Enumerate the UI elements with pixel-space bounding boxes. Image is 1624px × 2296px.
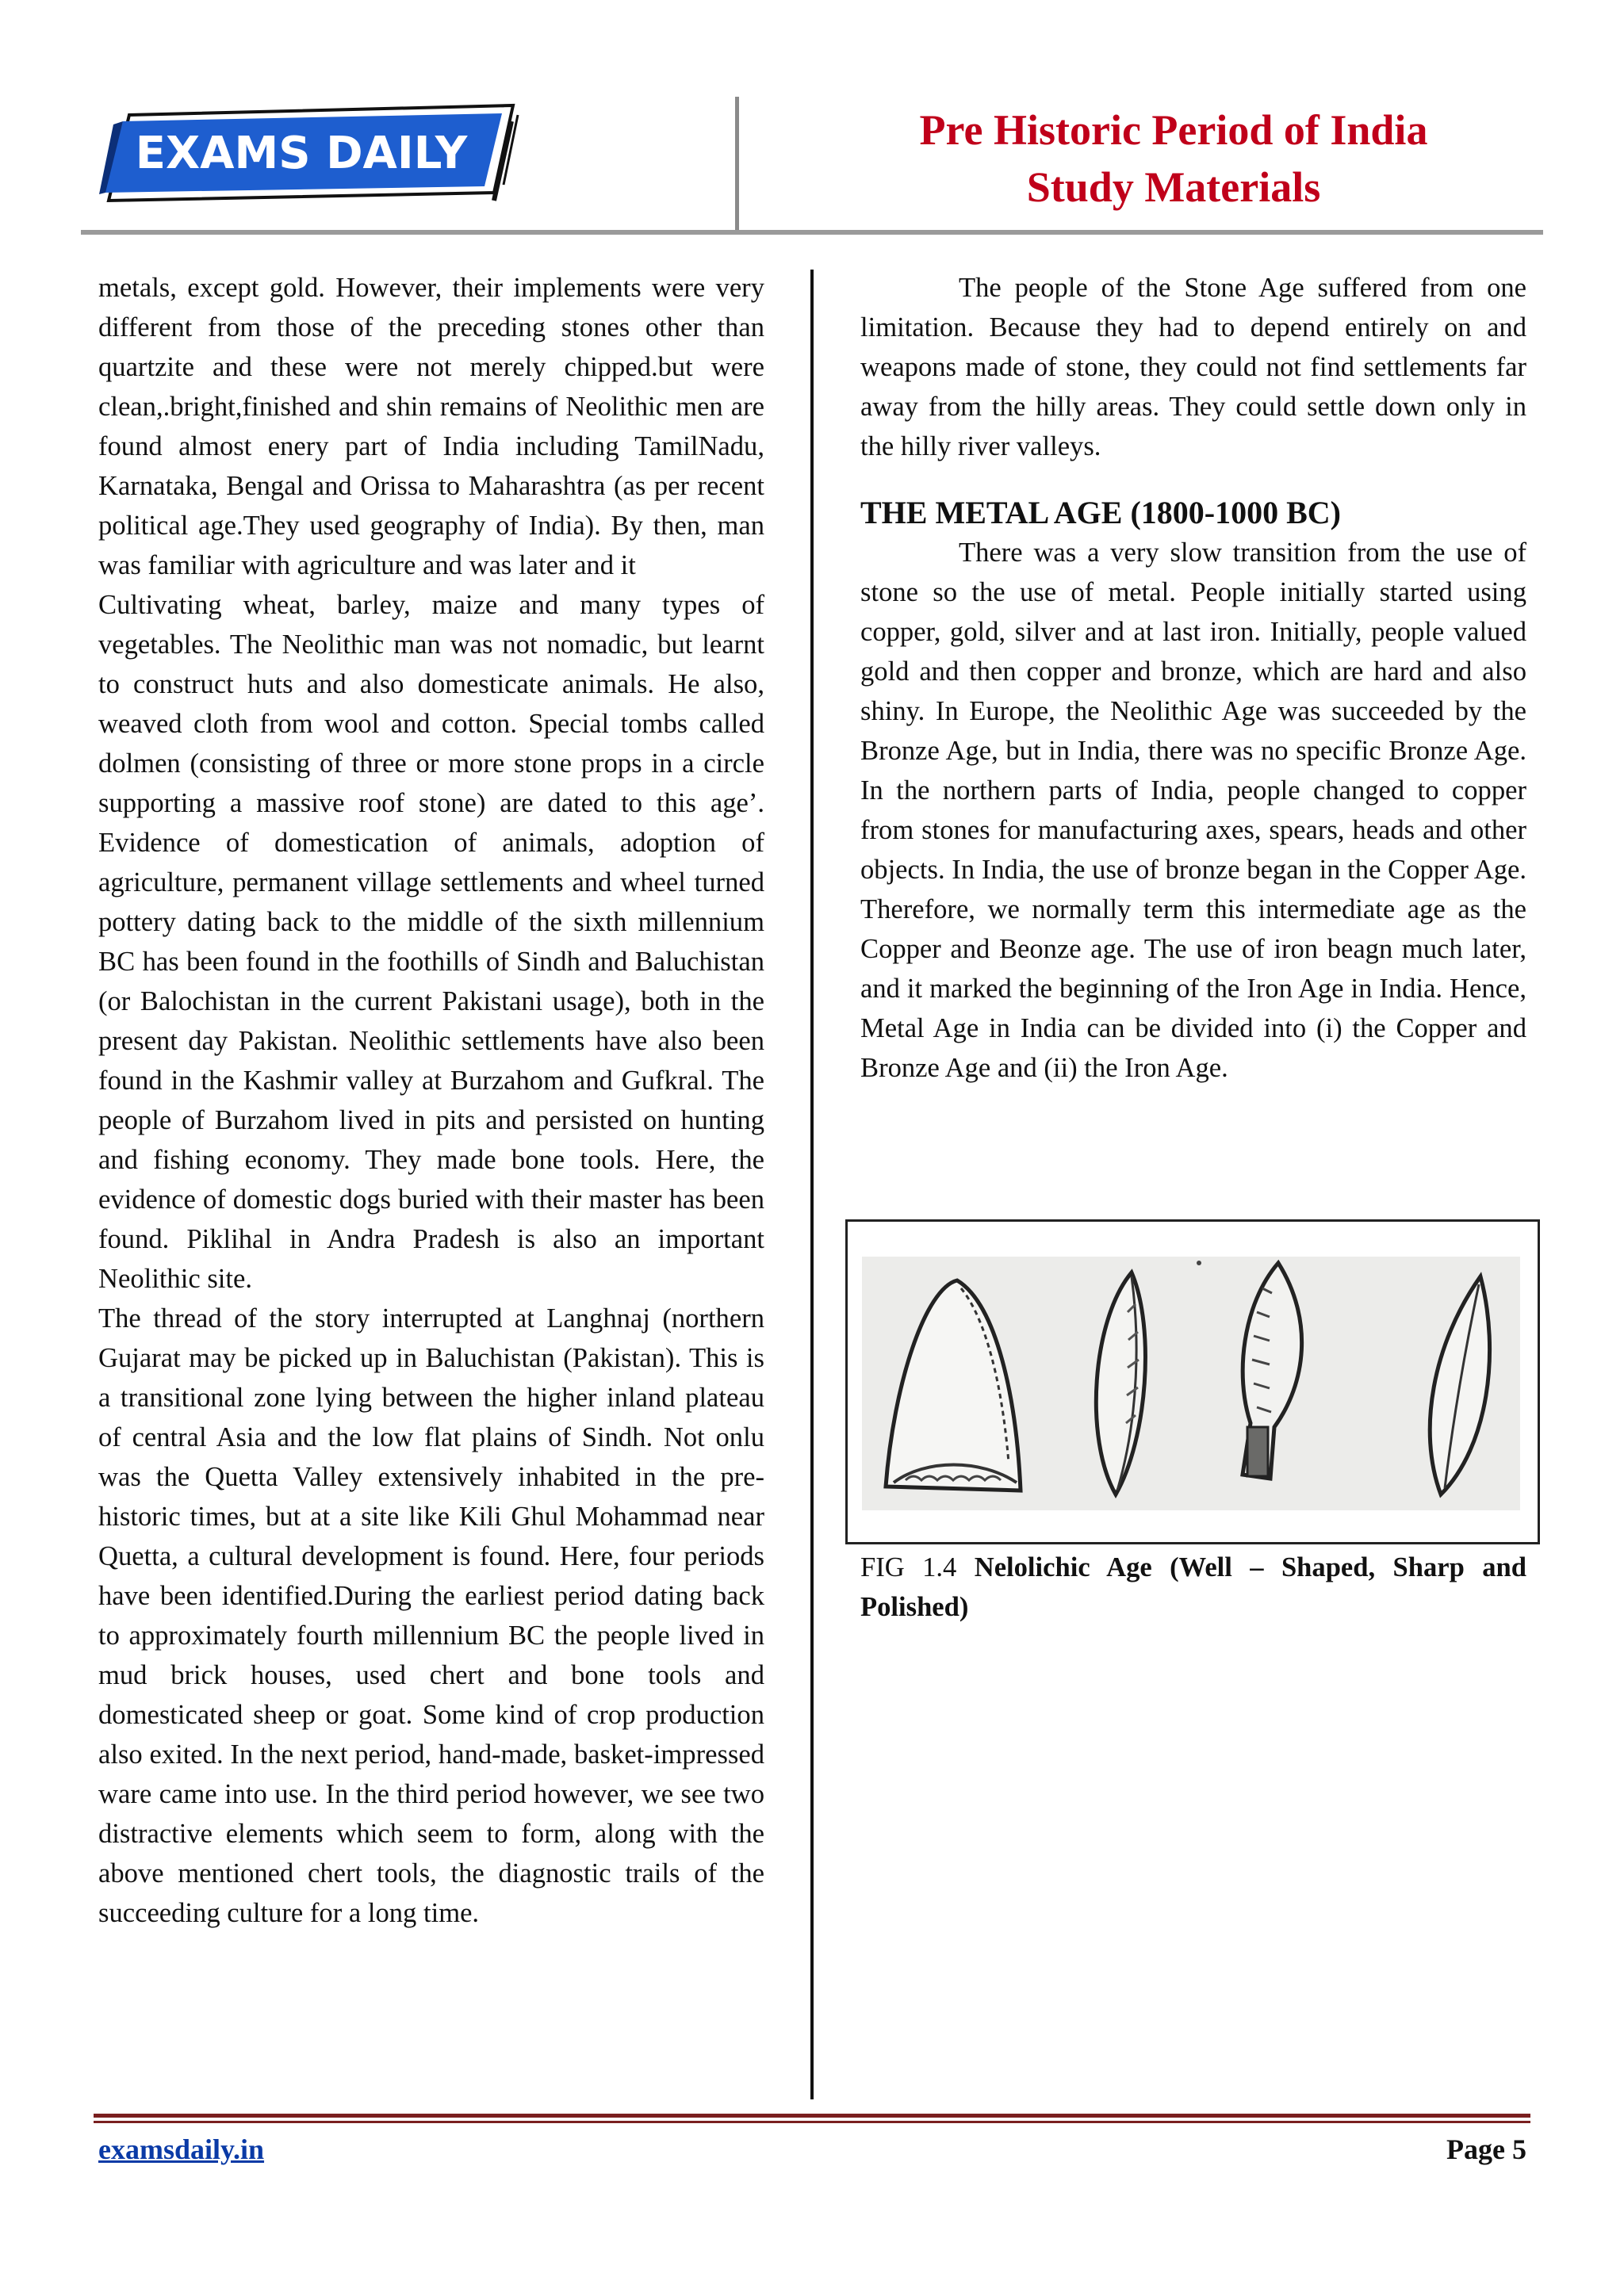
figure-caption-label: FIG 1.4 [860, 1552, 975, 1582]
metal-age-heading: THE METAL AGE (1800-1000 BC) [860, 495, 1341, 530]
header-rule [81, 230, 1543, 235]
header-divider [735, 97, 739, 232]
page-number: Page 5 [1446, 2133, 1526, 2165]
metal-age-paragraph: There was a very slow transition from the use of stone so the use of metal. People initially started using copper, gold, silver and at last iron. Initially, people valued gold and then copper and bronze, which are hard and also shiny. In Europe, the Neolithic Age was succeeded by the Bronze Age, but in India, there was no specific Bronze Age. In the northern parts of India, people changed to copper from stones for manufacturing axes, spears, heads and other objects. In India, the use of bronze began in the Copper Age. Therefore, we normally term this intermediate age as the Copper and Beonze age. The use of iron beagn much later, and it marked the beginning of the Iron Age in India. Hence, Metal Age in India can be divided into (i) the Copper and Bronze Age and (ii) the Iron Age. [860, 538, 1526, 1083]
document-title [761, 101, 1586, 216]
left-paragraph-1: metals, except gold. However, their implements were very different from those of the preceding stones other than quartzite and these were not merely chipped.but were clean,.bright,finished and shin remains of Neolithic men are found almost enery part of India including TamilNadu, Karnataka, Bengal and Orissa to Maharashtra (as per recent political age.They used geography of India). By then, man was familiar with agriculture and was later and it [98, 273, 764, 580]
neolithic-tools-illustration [862, 1257, 1520, 1510]
title-line-1: Pre Historic Period of India [919, 106, 1428, 154]
figure-caption-title: Nelolichic Age (Well – Shaped, Sharp and Polished) [860, 1552, 1526, 1622]
svg-text:EXAMS DAILY: EXAMS DAILY [135, 128, 468, 179]
column-divider [810, 270, 814, 2099]
figure-caption [860, 1548, 1526, 1627]
footer-rule-top [94, 2114, 1530, 2118]
left-paragraph-3: The thread of the story interrupted at Langhnaj (northern Gujarat may be picked up in Baluchistan (Pakistan). This is a transitional zone lying between the higher inland plateau of central Asia and the low flat plains of Sindh. Not onlu was the Quetta Valley extensively inhabited in the pre-historic times, but at a site like Kili Ghul Mohammad near Quetta, a cultural development is found. Here, four periods have been identified.During the earliest period dating back to approximately fourth millennium BC the people lived in mud brick houses, used chert and bone tools and domesticated sheep or goat. Some kind of crop production also exited. In the next period, hand-made, basket-impressed ware came into use. In the third period however, we see two distractive elements which seem to form, along with the above mentioned chert tools, the diagnostic trails of the succeeding culture for a long time. [98, 1303, 764, 1928]
right-column [860, 268, 1526, 1088]
figure-box [845, 1219, 1540, 1544]
left-paragraph-2: Cultivating wheat, barley, maize and many types of vegetables. The Neolithic man was not nomadic, but learnt to construct huts and also domesticate animals. He also, weaved cloth from wool and cotton. Special tombs called dolmen (consisting of three or more stone props in a circle supporting a massive roof stone) are dated to this age’. Evidence of domestication of animals, adoption of agriculture, permanent village settlements and wheel turned pottery dating back to the middle of the sixth millennium BC has been found in the foothills of Sindh and Baluchistan (or Balochistan in the current Pakistani usage), both in the present day Pakistan. Neolithic settlements have also been found in the Kashmir valley at Burzahom and Gufkral. The people of Burzahom lived in pits and persisted on hunting and fishing economy. They made bone tools. Here, the evidence of domestic dogs buried with their master has been found. Piklihal in Andra Pradesh is also an important Neolithic site. [98, 590, 764, 1294]
footer-site-link[interactable]: examsdaily.in [98, 2133, 265, 2165]
stone-age-paragraph: The people of the Stone Age suffered from one limitation. Because they had to depend entirely on and weapons made of stone, they could not find settlements far away from the hilly areas. They could settle down only in the hilly river valleys. [860, 273, 1526, 461]
title-line-2: Study Materials [1026, 163, 1321, 211]
footer-rule-bottom [94, 2121, 1530, 2123]
left-column [98, 268, 764, 1933]
exams-daily-logo [99, 99, 527, 218]
